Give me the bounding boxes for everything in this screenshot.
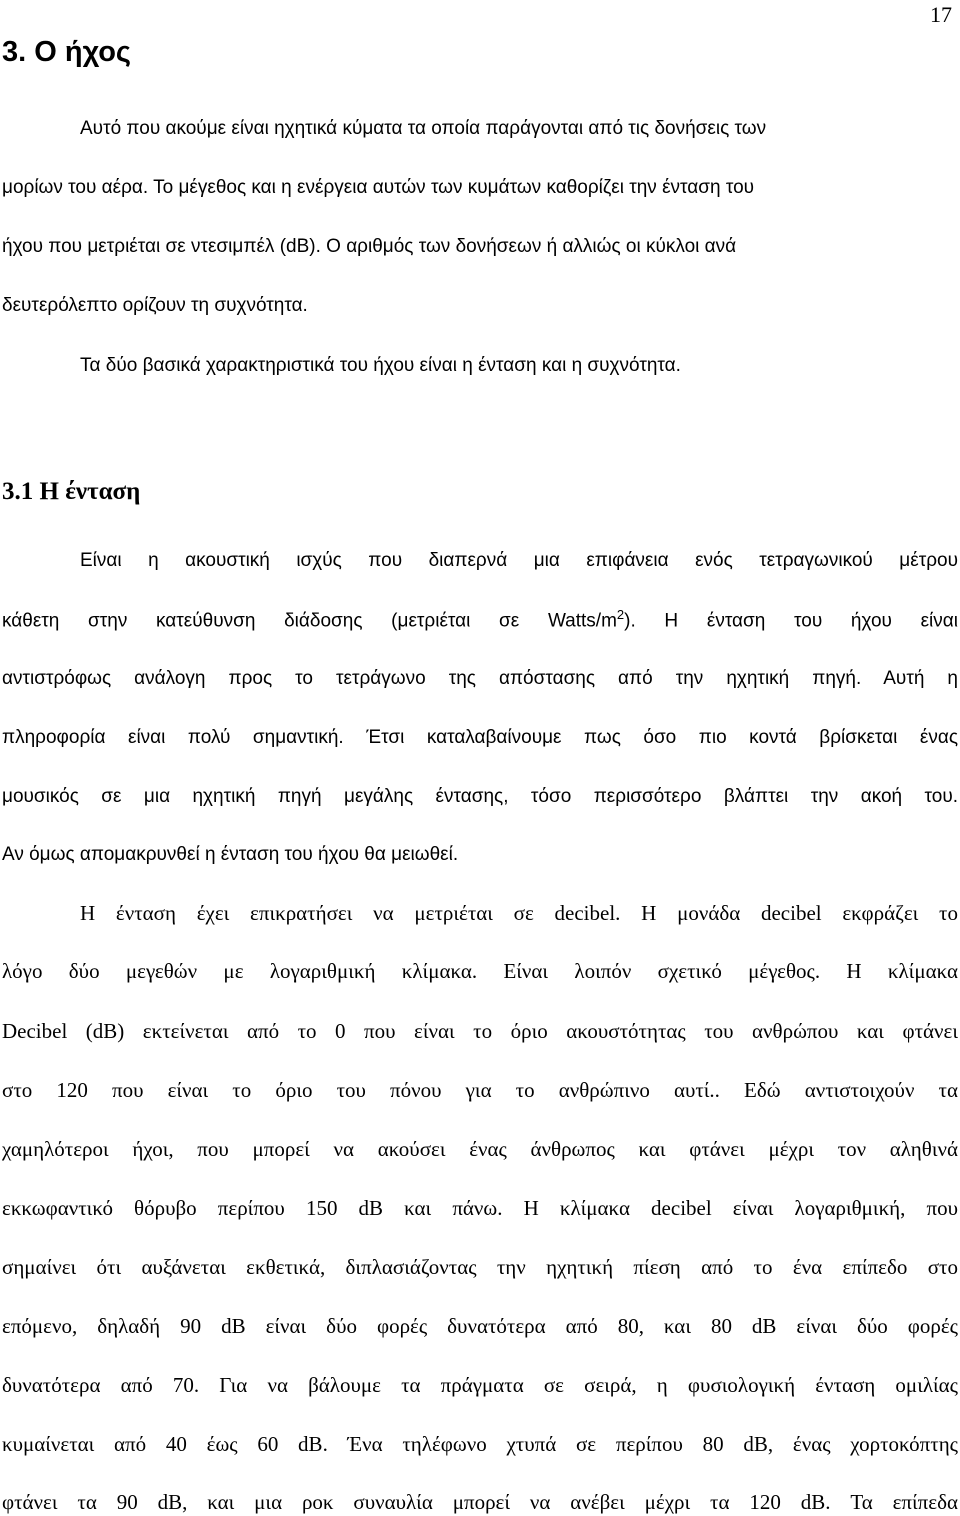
text-segment: κάθετη στην κατεύθυνση διάδοσης (μετριέται σε Watts/m [2,610,617,632]
text-line: φτάνει τα 90 dB, και μια ροκ συναυλία μπορεί να ανέβει μέχρι τα 120 dB. Τα επίπεδα [2,1490,958,1514]
superscript: 2 [616,607,625,622]
text-line: Η ένταση έχει επικρατήσει να μετριέται σε decibel. Η μονάδα decibel εκφράζει το [80,901,958,925]
text-line: στο 120 που είναι το όριο του πόνου για το ανθρώπινο αυτί.. Εδώ αντιστοιχούν τα [2,1078,958,1102]
text-line: ήχου που μετριέται σε ντεσιμπέλ (dB). Ο αριθμός των δονήσεων ή αλλιώς οι κύκλοι ανά [2,236,737,257]
page-number: 17 [930,2,952,27]
text-line: κυμαίνεται από 40 έως 60 dB. Ένα τηλέφωνο χτυπά σε περίπου 80 dB, ένας χορτοκόπτης [2,1432,958,1456]
text-line: Αυτό που ακούμε είναι ηχητικά κύματα τα οποία παράγονται από τις δονήσεις των [80,118,767,139]
text-line: σημαίνει ότι αυξάνεται εκθετικά, διπλασιάζοντας την ηχητική πίεση από το ένα επίπεδο στο [2,1255,958,1279]
text-line: λόγο δύο μεγεθών με λογαριθμική κλίμακα. Είναι λοιπόν σχετικό μέγεθος. Η κλίμακα [2,959,958,983]
text-line: πληροφορία είναι πολύ σημαντική. Έτσι καταλαβαίνουμε πως όσο πιο κοντά βρίσκεται ένας [2,727,958,748]
text-line: Αν όμως απομακρυνθεί η ένταση του ήχου θα μειωθεί. [2,844,459,865]
section-title: 3. Ο ήχος [2,36,132,68]
text-line: επόμενο, δηλαδή 90 dB είναι δύο φορές δυνατότερα από 80, και 80 dB είναι δύο φορές [2,1314,958,1338]
text-line: δευτερόλεπτο ορίζουν τη συχνότητα. [2,295,308,316]
text-line-with-superscript [2,607,958,632]
text-line: μουσικός σε μια ηχητική πηγή μεγάλης έντασης, τόσο περισσότερο βλάπτει την ακοή του. [2,786,958,807]
text-line: Είναι η ακουστική ισχύς που διαπερνά μια επιφάνεια ενός τετραγωνικού μέτρου [80,550,958,571]
text-line: εκκωφαντικό θόρυβο περίπου 150 dB και πάνω. Η κλίμακα decibel είναι λογαριθμική, που [2,1196,958,1220]
text-line: δυνατότερα από 70. Για να βάλουμε τα πράγματα σε σειρά, η φυσιολογική ένταση ομιλίας [2,1373,958,1397]
subsection-title: 3.1 Η ένταση [2,478,141,505]
text-line: αντιστρόφως ανάλογη προς το τετράγωνο της απόστασης από την ηχητική πηγή. Αυτή η [2,668,958,689]
text-line: χαμηλότεροι ήχοι, που μπορεί να ακούσει ένας άνθρωπος και φτάνει μέχρι τον αληθινά [2,1137,958,1161]
text-line: μορίων του αέρα. Το μέγεθος και η ενέργεια αυτών των κυμάτων καθορίζει την ένταση του [2,177,755,198]
summary-line: Τα δύο βασικά χαρακτηριστικά του ήχου είναι η ένταση και η συχνότητα. [80,355,681,376]
text-segment: ). Η ένταση του ήχου είναι [624,610,958,632]
text-line: Decibel (dB) εκτείνεται από το 0 που είναι το όριο ακουστότητας του ανθρώπου και φτάνει [2,1019,958,1043]
